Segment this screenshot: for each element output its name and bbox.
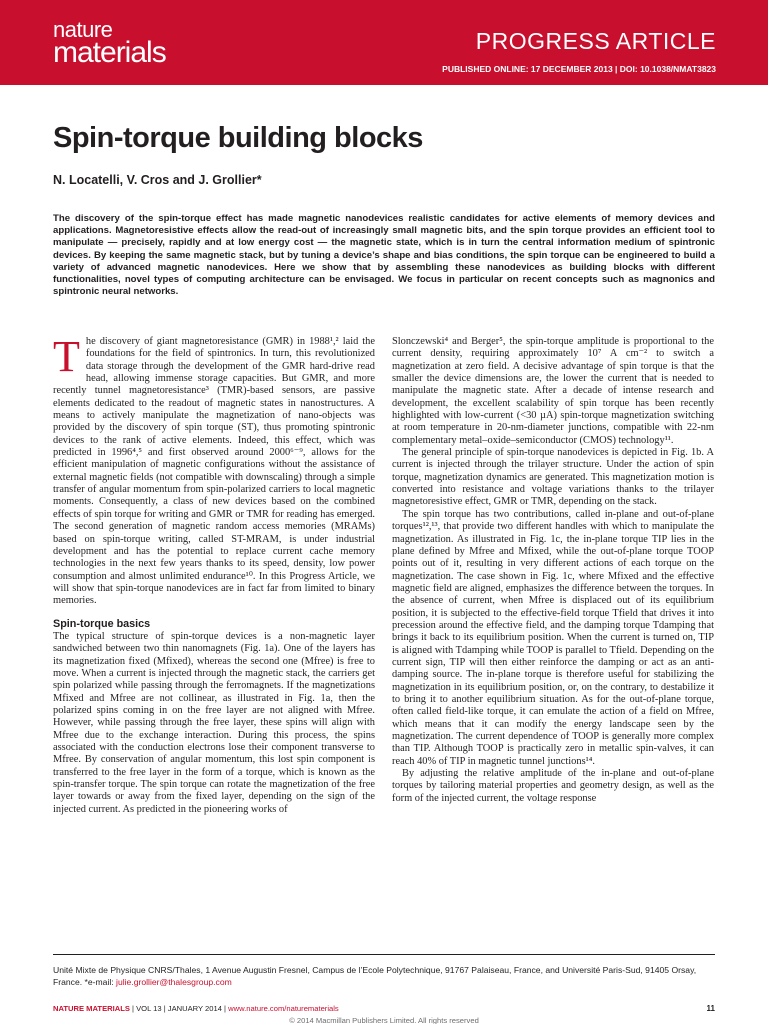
journal-logo-bottom: materials	[53, 36, 166, 69]
affiliation-footnote	[53, 964, 715, 988]
section-heading: Spin-torque basics	[53, 617, 151, 630]
column-left	[53, 332, 375, 816]
article-type: PROGRESS ARTICLE	[475, 28, 716, 54]
footer-url-link[interactable]: www.nature.com/naturematerials	[228, 1004, 339, 1013]
paragraph: The typical structure of spin-torque devices is a non-magnetic layer sandwiched between two thin nanomagnets (Fig. 1a). One of the layers has its magnetization fixed (Mfixed), whereas the second one (Mfree) is free to move. When a current is injected through the magnetic stack, the carriers get spin polarized while passing through the ferromagnets. If the magnetizations Mfixed and Mfree are not collinear, as illustrated in Fig. 1a, then the polarized spins coming in on the free layer are not aligned with Mfree. However, while passing through the free layer, these spins will align with Mfree due to the exchange interaction. During this process, the spins associated with the conduction electrons lose their component transverse to Mfree. By conservation of angular momentum, this lost spin component is transferred to the free layer in the form of a torque, which is known as the spin-transfer torque. The spin torque can rotate the magnetization of the free layer towards or away from the fixed layer, depending on the sign of the injected current. As predicted in the pioneering works of	[53, 630, 375, 815]
affiliation-text: Unité Mixte de Physique CNRS/Thales, 1 Avenue Augustin Fresnel, Campus de l’Ecole Polytechnique, 91767 Palaiseau, France, and Université Paris-Sud, 91405 Orsay, France. *e-mail:	[53, 965, 697, 987]
journal-logo-top: nature	[53, 17, 113, 42]
footer-issue: | VOL 13 | JANUARY 2014 |	[129, 1004, 229, 1013]
abstract: The discovery of the spin-torque effect has made magnetic nanodevices realistic candidates for active elements of memory devices and applications. Magnetoresistive effects allow the read-out of increasingly small magnetic bits, and the spin torque provides an efficient tool to manipulate — precisely, rapidly and at low energy cost — the magnetic state, which is in turn the central information medium of spintronic devices. By keeping the same magnetic stack, but by tuning a device’s shape and bias conditions, the spin torque can be engineered to build a variety of advanced magnetic nanodevices. Here we show that by assembling these nanodevices as building blocks with different functionalities, novel types of computing architecture can be envisaged. We focus in particular on recent concepts such as magnonics and spintronic neural networks.	[53, 213, 715, 298]
footnote-divider	[53, 954, 715, 955]
paragraph-intro-text: he discovery of giant magnetoresistance (GMR) in 1988¹,² laid the foundations for the field of spintronics. In turn, this revolutionized data storage through the development of the GMR hard-drive read head, allowing immense storage capacities. But GMR, and more recently tunnel magnetoresistance³ (TMR)-based sensors, are passive elements dedicated to the readout of magnetic states in nanostructures. A means to actively manipulate the magnetization of nano-objects was provided by the discovery of spin torque (ST), thus promoting spintronic devices to the rank of active elements. Indeed, this effect, which was predicted in 1996⁴,⁵ and first observed around 2000⁶⁻⁹, allows for the efficient manipulation of magnetic configurations without the assistance of external magnetic fields (not compatible with downscaling) through a simple transfer of angular momentum from spin-polarized carriers to local magnetic moments. Consequently, a class of new devices based on the combined effects of spin torque for writing and GMR or TMR for reading has emerged. The second generation of magnetic random access memories (MRAMs) based on spin-torque writing, called ST-MRAM, is under industrial development and has the potential to replace current cache memory technologies in the next few years thanks to its speed, density, low power consumption and almost unlimited endurance¹⁰. In this Progress Article, we will show that spin-torque nanodevices are in fact far from limited to binary memories.	[53, 336, 375, 607]
copyright-notice: © 2014 Macmillan Publishers Limited. All rights reserved	[289, 1016, 479, 1024]
paragraph: The general principle of spin-torque nanodevices is depicted in Fig. 1b. A current is injected through the trilayer structure. Under the action of spin torque, magnetization dynamics are generated. This magnetization motion is converted into resistance and voltage variations thanks to the trilayer magnetoresistive effect, GMR or TMR, depending on the stack.	[392, 447, 714, 508]
email-link[interactable]: julie.grollier@thalesgroup.com	[116, 977, 232, 987]
publication-line: PUBLISHED ONLINE: 17 DECEMBER 2013 | DOI: 10.1038/NMAT3823	[442, 64, 716, 74]
article-title: Spin-torque building blocks	[53, 122, 423, 154]
drop-cap: T	[53, 332, 80, 381]
author-list: N. Locatelli, V. Cros and J. Grollier*	[53, 173, 262, 187]
paragraph: The spin torque has two contributions, called in-plane and out-of-plane torques¹²,¹³, that provide two different handles with which to manipulate the magnetization. As illustrated in Fig. 1c, the in-plane torque TIP lies in the plane defined by Mfree and Mfixed, while the out-of-plane torque TOOP points out of it, resulting in very different actions of each torque on the magnetization. The case shown in Fig. 1c, where Mfixed and the effective magnetic field are aligned, emphasizes the difference between the torques. In the absence of current, when Mfree is displaced out of its equilibrium position, it is subjected to the effective-field torque Tfield that drives it into precession around the effective field, and the damping torque Tdamping that brings it back to its equilibrium position. When the current is turned on, TIP is aligned with Tdamping while TOOP is parallel to Tfield. Depending on the current sign, TIP will then either reinforce the damping or act as an anti-damping source. The in-plane torque is therefore useful for stabilizing the magnetization in its equilibrium position, or, on the contrary, to destabilize it to bring it to another equilibrium situation. As for the out-of-plane torque, often called field-like torque, it can emulate the action of a field on Mfree, which means that it can modify the energy landscape seen by the magnetization. The current dependence of TOOP is generally more complex than TIP. Although TOOP is practically zero in metallic spin-valves, it can reach 40% of TIP in magnetic tunnel junctions¹⁴.	[392, 508, 714, 767]
page-footer	[53, 1004, 715, 1013]
paragraph: By adjusting the relative amplitude of the in-plane and out-of-plane torques by tailoring material properties and geometry design, as well as the form of the injected current, the voltage response	[392, 768, 714, 804]
column-right	[392, 336, 714, 805]
paragraph-intro	[53, 332, 375, 608]
footer-journal: NATURE MATERIALS	[53, 1004, 130, 1013]
page-number: 11	[706, 1004, 715, 1013]
paragraph: Slonczewski⁴ and Berger⁵, the spin-torque amplitude is proportional to the current density, requiring approximately 10⁷ A cm⁻² to switch a magnetization at zero field. A decisive advantage of spin torque is that the smaller the device dimensions are, the lower the current that is needed to manipulate the magnetic state. After a decade of intense research and development, the excellent scalability of spin torque has been recently highlighted with low-current (<30 µA) spin-torque magnetization switching at room temperature in 20-nm-diameter junctions, compatible with 22-nm complementary metal–oxide–semiconductor (CMOS) technology¹¹.	[392, 336, 714, 446]
doi: DOI: 10.1038/NMAT3823	[619, 64, 716, 74]
published-date: PUBLISHED ONLINE: 17 DECEMBER 2013	[442, 64, 613, 74]
